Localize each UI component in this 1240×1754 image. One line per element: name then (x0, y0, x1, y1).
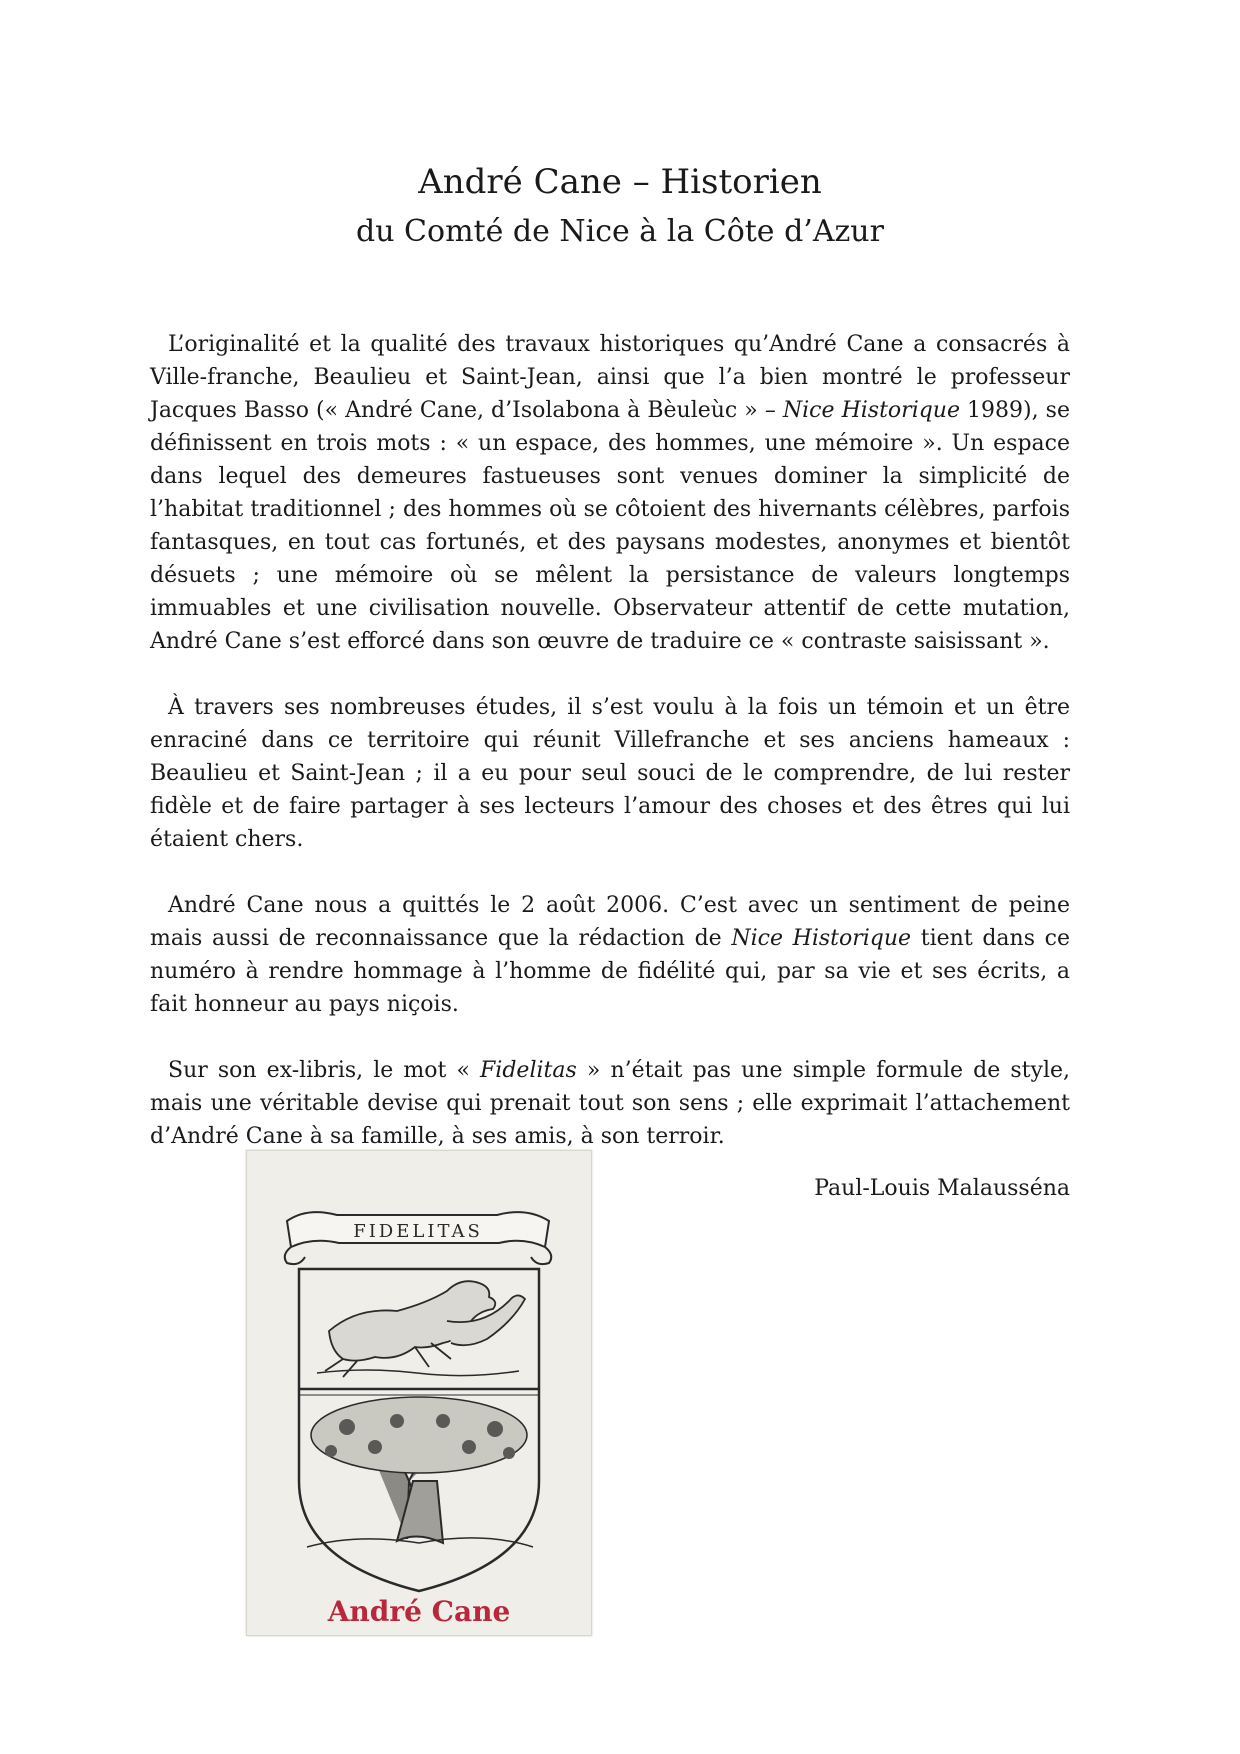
paragraph-3-text-a: André Cane nous a quittés le 2 août 2006. C’est avec un sentiment de peine mais aussi de reconnaissance que la rédaction de (150, 893, 1070, 951)
article-body (150, 328, 1070, 1186)
paragraph-3-italic: Nice Historique (731, 926, 912, 951)
exlibris-motto: FIDELITAS (353, 1221, 483, 1242)
tree-figure (307, 1397, 533, 1547)
exlibris-illustration (247, 1151, 591, 1635)
paragraph-4-italic: Fidelitas (480, 1058, 577, 1083)
page-subtitle: du Comté de Nice à la Côte d’Azur (356, 214, 884, 249)
paragraph-2-text: À travers ses nombreuses études, il s’est voulu à la fois un témoin et un être enraciné dans ce territoire qui réunit Villefranche et ses anciens hameaux : Beaulieu et Saint-Jean ; il a eu pour seul souci de le comprendre, de lui rester fidèle et de faire partager à ses lecteurs l’amour des choses et des êtres qui lui étaient chers. (150, 695, 1070, 852)
author-signature: Paul-Louis Malausséna (814, 1176, 1070, 1201)
paragraph-2 (150, 691, 1070, 856)
paragraph-3 (150, 889, 1070, 1021)
paragraph-3-text-b: tient dans ce numéro à rendre hommage à l’homme de fidélité qui, par sa vie et ses écrits, a fait honneur au pays niçois. (150, 926, 1070, 1017)
page-title: André Cane – Historien (418, 162, 822, 202)
scroll-curl-right (531, 1247, 551, 1264)
paragraph-1-text-a: L’originalité et la qualité des travaux historiques qu’André Cane a consacrés à Ville-franche, Beaulieu et Saint-Jean, ainsi que l’a bien montré le professeur Jacques Basso (« André Cane, d’Isolabona à Bèuleùc » – (150, 332, 1070, 423)
paragraph-4 (150, 1054, 1070, 1153)
paragraph-4-text-b: » n’était pas une simple formule de style, mais une véritable devise qui prenait tout son sens ; elle exprimait l’attachement d’André Cane à sa famille, à ses amis, à son terroir. (150, 1058, 1070, 1149)
paragraph-4-text-a: Sur son ex-libris, le mot « (168, 1058, 481, 1083)
scroll-curl-left (285, 1247, 305, 1264)
wolf-figure (325, 1281, 525, 1377)
paragraph-1-text-b: 1989), se définissent en trois mots : « un espace, des hommes, une mémoire ». Un espace dans lequel des demeures fastueuses sont venues dominer la simplicité de l’habitat traditionnel ; des hommes où se côtoient des hivernants célèbres, parfois fantasques, en tout cas fortunés, et des paysans modestes, anonymes et bientôt désuets ; une mémoire où se mêlent la persistance de valeurs longtemps immuables et une civilisation nouvelle. Observateur attentif de cette mutation, André Cane s’est efforcé dans son œuvre de traduire ce « contraste saisissant ». (150, 398, 1070, 654)
exlibris-bookplate (246, 1150, 592, 1636)
paragraph-1 (150, 328, 1070, 658)
paragraph-1-italic: Nice Historique (782, 398, 960, 423)
exlibris-owner-name: André Cane (327, 1595, 511, 1628)
